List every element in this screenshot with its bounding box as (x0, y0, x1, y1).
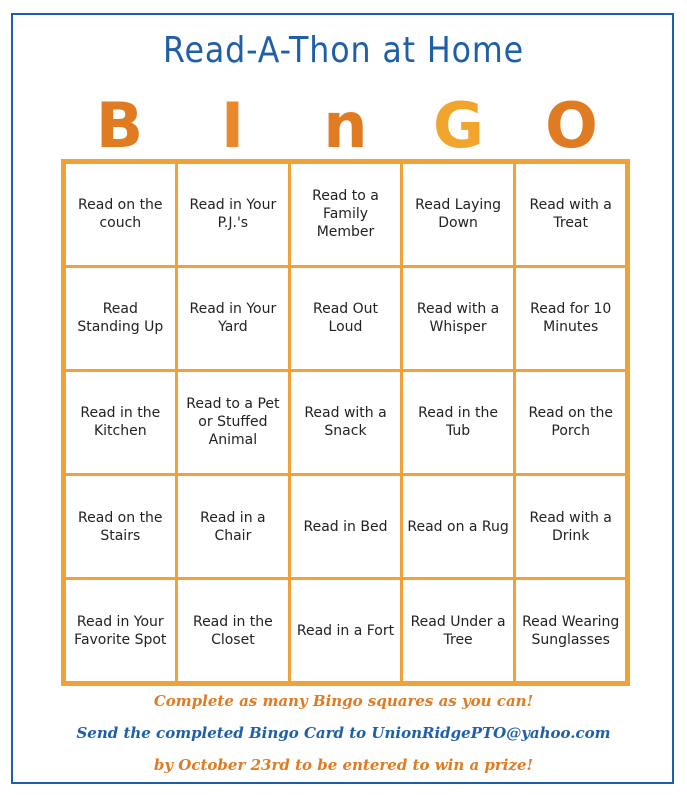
bingo-square[interactable]: Read for 10 Minutes (513, 265, 629, 372)
bingo-square[interactable]: Read in the Closet (175, 577, 291, 684)
bingo-square[interactable]: Read in Your Yard (175, 265, 291, 372)
bingo-square[interactable]: Read Wearing Sunglasses (513, 577, 629, 684)
bingo-header (63, 89, 628, 162)
footer-instruction: Complete as many Bingo squares as you can! (153, 692, 534, 710)
bingo-square[interactable]: Read to a Family Member (288, 161, 404, 268)
bingo-square[interactable]: Read on the Stairs (63, 473, 179, 580)
bingo-square[interactable]: Read in Your Favorite Spot (63, 577, 179, 684)
footer-deadline: by October 23rd to be entered to win a prize! (153, 756, 534, 774)
bingo-square[interactable]: Read in a Fort (288, 577, 404, 684)
bingo-square[interactable]: Read Out Loud (288, 265, 404, 372)
page-title: Read-A-Thon at Home (163, 30, 524, 71)
bingo-letter-g: G (433, 89, 484, 162)
bingo-square[interactable]: Read Under a Tree (400, 577, 516, 684)
bingo-square[interactable]: Read with a Whisper (400, 265, 516, 372)
bingo-square[interactable]: Read in a Chair (175, 473, 291, 580)
bingo-square[interactable]: Read to a Pet or Stuffed Animal (175, 369, 291, 476)
bingo-square[interactable]: Read Laying Down (400, 161, 516, 268)
bingo-square[interactable]: Read with a Snack (288, 369, 404, 476)
bingo-square[interactable]: Read in Bed (288, 473, 404, 580)
bingo-letter-i: I (220, 89, 245, 162)
bingo-letter-o: O (545, 89, 598, 162)
bingo-square[interactable]: Read in the Kitchen (63, 369, 179, 476)
bingo-square[interactable]: Read with a Treat (513, 161, 629, 268)
bingo-letter-b: B (95, 89, 144, 162)
bingo-grid (61, 159, 630, 686)
bingo-letter-n: n (323, 89, 368, 162)
bingo-square[interactable]: Read on the Porch (513, 369, 629, 476)
bingo-square[interactable]: Read on a Rug (400, 473, 516, 580)
bingo-square[interactable]: Read in the Tub (400, 369, 516, 476)
bingo-square[interactable]: Read Standing Up (63, 265, 179, 372)
footer-email-instruction: Send the completed Bingo Card to UnionRidgePTO@yahoo.com (76, 724, 611, 742)
bingo-square[interactable]: Read with a Drink (513, 473, 629, 580)
bingo-square[interactable]: Read in Your P.J.'s (175, 161, 291, 268)
bingo-square[interactable]: Read on the couch (63, 161, 179, 268)
